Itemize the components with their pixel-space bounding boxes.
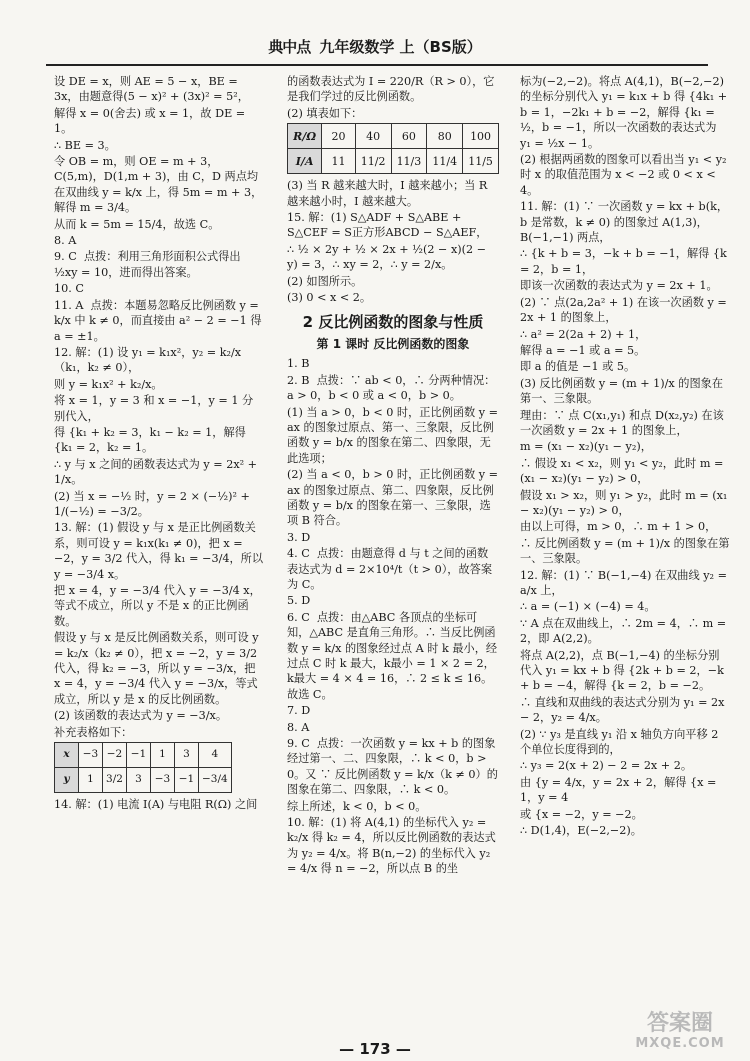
table-cell: 1 — [79, 768, 103, 793]
watermark-text: 答案圈 — [646, 1011, 713, 1036]
table-cell: −2 — [103, 743, 127, 768]
table-cell: 40 — [355, 124, 391, 149]
answer-line: 即 a 的值是 −1 或 5。 — [520, 360, 636, 374]
answer-line: m = (x₁ − x₂)(y₁ − y₂)， — [520, 440, 652, 454]
answer-line: 从而 k = 5m = 15/4，故选 C。 — [54, 217, 220, 231]
answer-line: 9. C 点拨：一次函数 y = kx + b 的图象经过第一、二、四象限，∴ k < 0，b > 0。又 ∵ 反比例函数 y = k/x（k ≠ 0）的图象在第二、四象限，∴ k < 0。 — [287, 737, 498, 797]
answer-line: (3) 0 < x < 2。 — [287, 291, 372, 305]
answer-line: 8. A — [54, 234, 77, 248]
answer-line: 9. C 点拨：利用三角形面积公式得出 ½xy = 10，进而得出答案。 — [54, 250, 245, 279]
table-cell: 100 — [463, 124, 499, 149]
answer-line: (2) ∵ y₃ 是直线 y₁ 沿 x 轴负方向平移 2 个单位长度得到的， — [520, 727, 722, 757]
answer-line: (2) 该函数的表达式为 y = −3/x。 — [54, 709, 228, 723]
table-header-x: x — [55, 743, 79, 768]
book-logo: 典中点 — [268, 38, 311, 56]
answer-line: 4. C 点拨：由题意得 d 与 t 之间的函数表达式为 d = 2×10⁴/t（t > 0），故答案为 C。 — [287, 547, 493, 591]
answer-line: 令 OB = m，则 OE = m + 3，C(5,m)，D(1,m + 3)，由 C，D 两点均在双曲线 y = k/x 上，得 5m = m + 3，解得 m = 3/4。 — [54, 155, 263, 215]
answer-line: (2) 如图所示。 — [287, 274, 363, 288]
answer-line: 10. 解：(1) 将 A(4,1) 的坐标代入 y₂ = k₂/x 得 k₂ = 4，所以反比例函数的表达式为 y₂ = 4/x。将 B(n,−2) 的坐标代入 y₂ = 4/x 得 n = −2，所以点 B 的坐 — [287, 816, 496, 876]
answer-line: (3) 反比例函数 y = (m + 1)/x 的图象在第一、三象限。 — [520, 376, 724, 406]
watermark-logo — [616, 1012, 744, 1058]
lesson-title: 第 1 课时 反比例函数的图象 — [316, 336, 470, 351]
table-header-r: R/Ω — [288, 124, 322, 149]
page-header — [0, 36, 750, 64]
answer-line: 12. 解：(1) ∵ B(−1,−4) 在双曲线 y₂ = a/x 上， — [520, 568, 731, 597]
answer-line: 10. C — [54, 282, 84, 296]
answer-line: 1. B — [287, 357, 310, 371]
table-cell: −3 — [151, 768, 175, 793]
answer-line: ∴ D(1,4)，E(−2,−2)。 — [520, 824, 642, 838]
answer-line: 假设 x₁ > x₂，则 y₁ > y₂，此时 m = (x₁ − x₂)(y₁ − y₂) > 0， — [520, 488, 731, 517]
answer-line: 由 {y = 4/x，y = 2x + 2，解得 {x = 1，y = 4 — [520, 775, 720, 805]
answer-line: ∴ y₃ = 2(x + 2) − 2 = 2x + 2。 — [520, 759, 693, 773]
table-cell: 11/4 — [427, 149, 463, 174]
answer-line: 2. B 点拨：∵ ab < 0，∴ 分两种情况：a > 0，b < 0 或 a < 0，b > 0。 — [287, 373, 496, 403]
answer-line: 补充表格如下： — [54, 725, 133, 739]
answer-line: (1) 当 a > 0，b < 0 时，正比例函数 y = ax 的图象过原点、第一、三象限，反比例函数 y = b/x 的图象在第二、四象限，无此选项； — [287, 405, 502, 465]
answer-line: 12. 解：(1) 设 y₁ = k₁x²，y₂ = k₂/x（k₁，k₂ ≠ 0）， — [54, 345, 242, 375]
page-title: 九年级数学 上（BS版） — [319, 38, 482, 56]
answer-line: 7. D — [287, 704, 311, 718]
answer-line: 设 DE = x，则 AE = 5 − x，BE = 3x，由题意得(5 − x)² + (3x)² = 5²， — [54, 75, 249, 104]
table-header-y: y — [55, 768, 79, 793]
answer-line: 14. 解：(1) 电流 I(A) 与电阻 R(Ω) 之间 — [54, 798, 258, 812]
section-title: 2 反比例函数的图象与性质 — [302, 313, 484, 332]
answer-line: 13. 解：(1) 假设 y 与 x 是正比例函数关系，则可设 y = k₁x(k₁ ≠ 0)，把 x = −2，y = 3/2 代入，得 k₁ = −3/4，所以 y = −3/4 x。 — [54, 521, 267, 581]
table-cell: −3 — [79, 743, 103, 768]
answer-line: 的函数表达式为 I = 220/R（R > 0），它是我们学过的反比例函数。 — [287, 75, 495, 104]
answer-line: 综上所述，k < 0，b < 0。 — [287, 799, 427, 813]
answer-line: 假设 y 与 x 是反比例函数关系，则可设 y = k₂/x（k₂ ≠ 0），把 x = −2，y = 3/2 代入，得 k₂ = −3，所以 y = −3/x，把 x = 4，y = −3/4 代入 y = −3/x，等式成立，所以 y 是 x 的反比例函数。 — [54, 631, 263, 706]
column-right — [520, 74, 730, 840]
table-cell: 3 — [127, 768, 151, 793]
answer-line: 由以上可得，m > 0，∴ m + 1 > 0， — [520, 520, 717, 534]
answer-line: 3. D — [287, 530, 311, 544]
table-cell: 1 — [151, 743, 175, 768]
resistance-current-table — [287, 123, 499, 174]
answer-line: 标为(−2,−2)。将点 A(4,1)，B(−2,−2)的坐标分别代入 y₁ = k₁x + b 得 {4k₁ + b = 1，−2k₁ + b = −2，解得 {k₁ = ½，b = −1，所以一次函数的表达式为 y₁ = ½x − 1。 — [520, 75, 731, 150]
table-cell: −1 — [175, 768, 199, 793]
answer-line: 15. 解：(1) S△ADF + S△ABE + S△CEF = S正方形ABCD − S△AEF， — [287, 211, 488, 240]
answer-line: ∴ ½ × 2y + ½ × 2x + ½(2 − x)(2 − y) = 3，∴ xy = 2，∴ y = 2/x。 — [287, 242, 490, 272]
answer-line: (2) ∵ 点(2a,2a² + 1) 在该一次函数 y = 2x + 1 的图象上， — [520, 295, 731, 325]
table-header-i: I/A — [288, 149, 322, 174]
answer-line: (2) 根据两函数的图象可以看出当 y₁ < y₂ 时 x 的取值范围为 x < −2 或 0 < x < 4。 — [520, 153, 731, 197]
answer-line: (3) 当 R 越来越大时，I 越来越小；当 R 越来越小时，I 越来越大。 — [287, 179, 491, 208]
table-cell: 60 — [391, 124, 427, 149]
table-cell: −1 — [127, 743, 151, 768]
page-number: — 173 — — [339, 1040, 411, 1058]
header-rule — [46, 64, 708, 66]
answer-line: 11. 解：(1) ∵ 一次函数 y = kx + b(k，b 是常数，k ≠ 0) 的图象过 A(1,3)，B(−1,−1) 两点， — [520, 200, 729, 245]
xy-table — [54, 742, 232, 793]
table-cell: 80 — [427, 124, 463, 149]
table-cell: 11 — [322, 149, 355, 174]
answer-line: 将 x = 1，y = 3 和 x = −1，y = 1 分别代入， — [54, 394, 254, 423]
column-middle — [287, 74, 502, 878]
answer-line: 8. A — [287, 720, 310, 734]
watermark-url: MXQE.COM — [635, 1036, 725, 1051]
answer-line: (2) 当 a < 0，b > 0 时，正比例函数 y = ax 的图象过原点、第二、四象限，反比例函数 y = b/x 的图象在第一、三象限，选项 B 符合。 — [287, 468, 502, 528]
answer-line: 解得 a = −1 或 a = 5。 — [520, 343, 646, 357]
answer-line: ∴ 反比例函数 y = (m + 1)/x 的图象在第一、三象限。 — [520, 536, 730, 566]
answer-line: (2) 填表如下： — [287, 106, 363, 120]
answer-line: 即该一次函数的表达式为 y = 2x + 1。 — [520, 279, 718, 293]
answer-line: 把 x = 4，y = −3/4 代入 y = −3/4 x，等式不成立，所以 y 不是 x 的正比例函数。 — [54, 584, 261, 628]
answer-line: ∵ A 点在双曲线上，∴ 2m = 4，∴ m = 2，即 A(2,2)。 — [520, 616, 730, 646]
table-cell: 3 — [175, 743, 199, 768]
answer-line: ∴ 假设 x₁ < x₂，则 y₁ < y₂，此时 m = (x₁ − x₂)(y₁ − y₂) > 0， — [520, 456, 727, 486]
table-cell: 20 — [322, 124, 355, 149]
table-cell: 11/5 — [463, 149, 499, 174]
answer-line: ∴ a² = 2(2a + 2) + 1， — [520, 327, 647, 341]
answer-line: ∴ BE = 3。 — [54, 138, 116, 152]
answer-line: 解得 x = 0(舍去) 或 x = 1，故 DE = 1。 — [54, 106, 249, 136]
column-left — [54, 74, 267, 813]
answer-line: 得 {k₁ + k₂ = 3，k₁ − k₂ = 1，解得 {k₁ = 2，k₂ = 1。 — [54, 425, 250, 455]
answer-line: 6. C 点拨：由△ABC 各顶点的坐标可知，△ABC 是直角三角形。∴ 当反比例函数 y = k/x 的图象经过点 A 时 k 最小，经过点 C 时 k 最大，k最小 = 1 × 2 = 2，k最大 = 4 × 4 = 16，∴ 2 ≤ k ≤ 16。故选 C。 — [287, 610, 498, 701]
answer-line: 将点 A(2,2)，点 B(−1,−4) 的坐标分别代入 y₁ = kx + b 得 {2k + b = 2，−k + b = −4，解得 {k = 2，b = −2。 — [520, 648, 728, 693]
answer-line: ∴ {k + b = 3，−k + b = −1，解得 {k = 2，b = 1， — [520, 247, 731, 276]
answer-line: 11. A 点拨：本题易忽略反比例函数 y = k/x 中 k ≠ 0，而直接由 a² − 2 = −1 得 a = ±1。 — [54, 298, 266, 343]
answer-line: ∴ a = (−1) × (−4) = 4。 — [520, 600, 656, 614]
table-cell: 4 — [199, 743, 232, 768]
table-cell: −3/4 — [199, 768, 232, 793]
answer-line: 或 {x = −2，y = −2。 — [520, 807, 643, 821]
answer-line: (2) 当 x = −½ 时，y = 2 × (−½)² + 1/(−½) = −3/2。 — [54, 489, 254, 518]
answer-line: ∴ 直线和双曲线的表达式分别为 y₁ = 2x − 2，y₂ = 4/x。 — [520, 695, 729, 725]
answer-line: 则 y = k₁x² + k₂/x。 — [54, 377, 163, 391]
table-cell: 3/2 — [103, 768, 127, 793]
answer-line: ∴ y 与 x 之间的函数表达式为 y = 2x² + 1/x。 — [54, 457, 261, 487]
answer-line: 理由：∵ 点 C(x₁,y₁) 和点 D(x₂,y₂) 在该一次函数 y = 2x + 1 的图象上， — [520, 408, 724, 437]
table-cell: 11/3 — [391, 149, 427, 174]
answer-line: 5. D — [287, 594, 311, 608]
table-cell: 11/2 — [355, 149, 391, 174]
